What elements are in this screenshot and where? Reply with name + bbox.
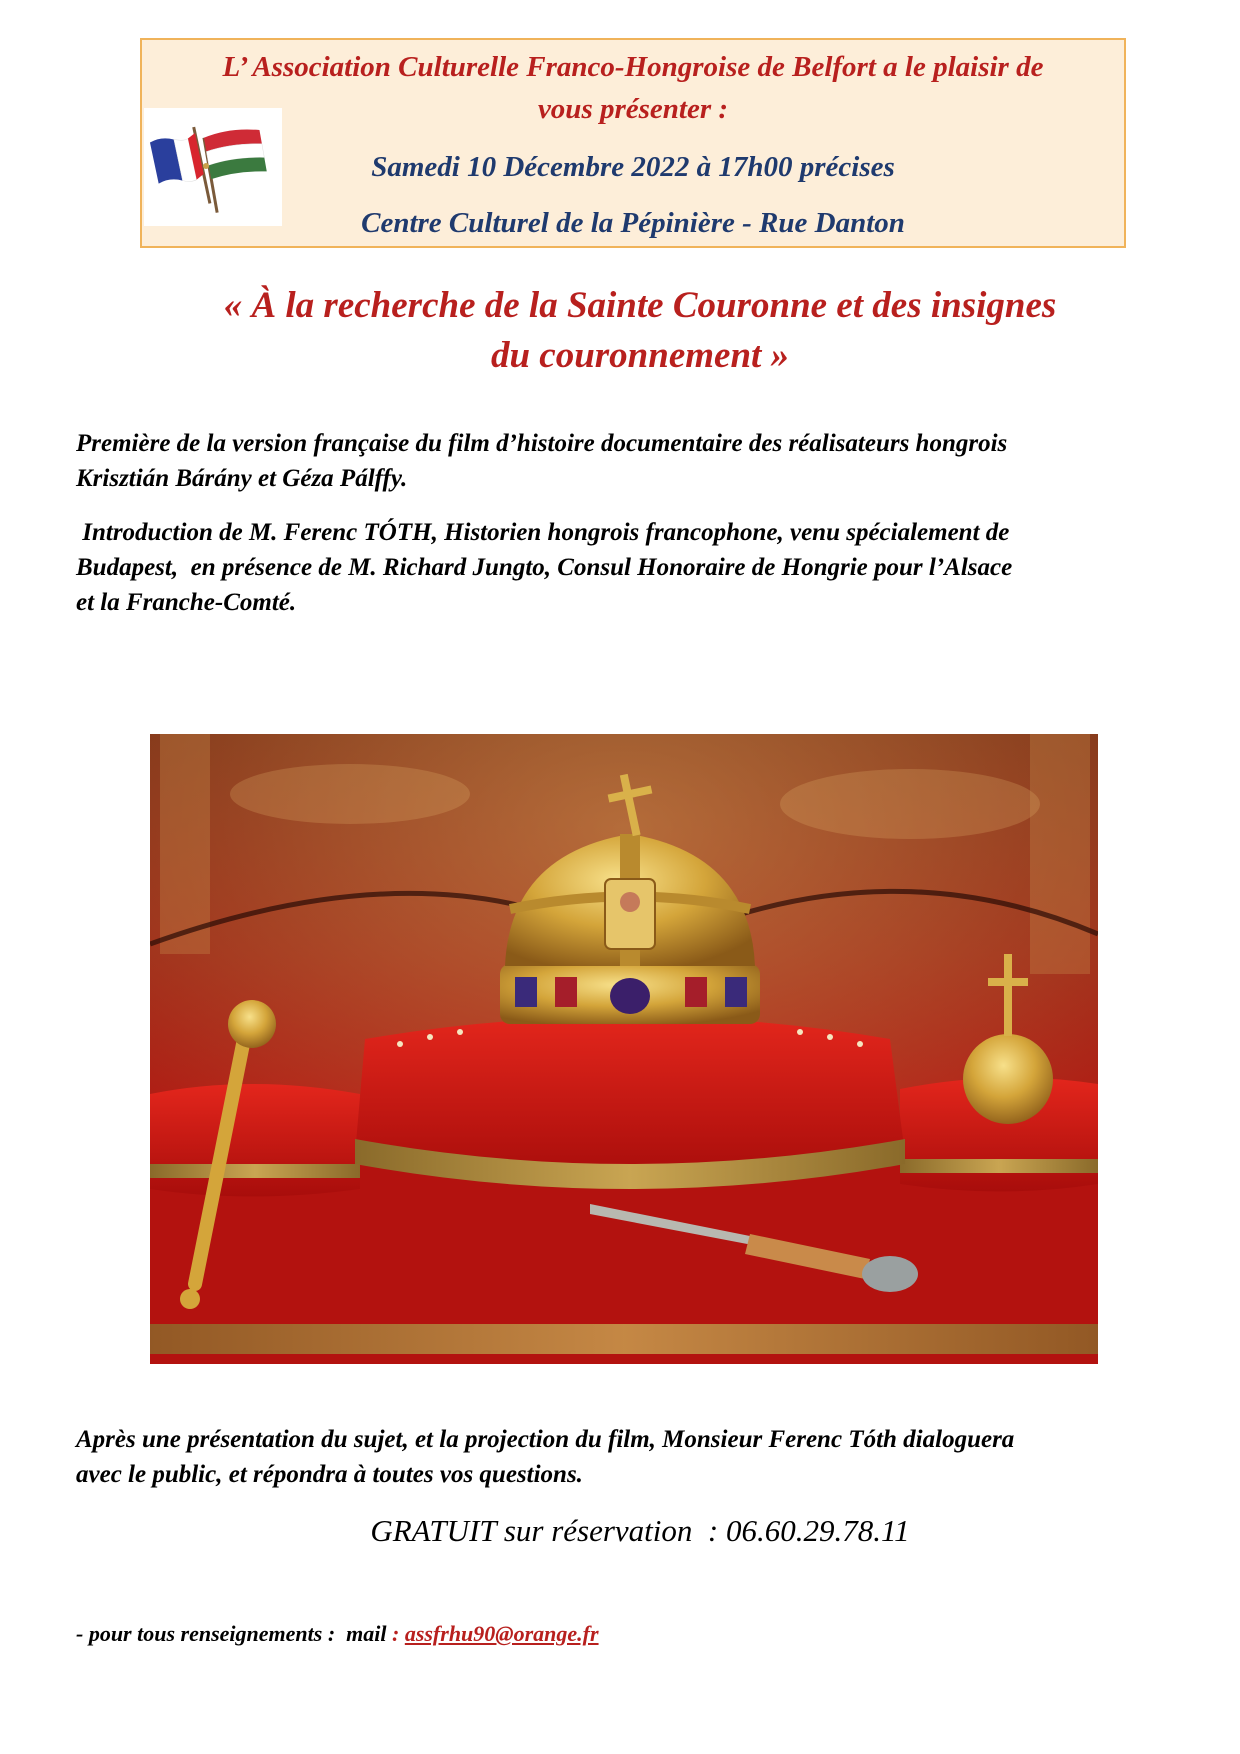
dialogue-paragraph-line-1: Après une présentation du sujet, et la projection du film, Monsieur Ferenc Tóth dialoguera xyxy=(76,1426,1015,1453)
film-title-line-1: « À la recherche de la Sainte Couronne et des insignes xyxy=(223,285,1057,326)
email-link[interactable]: assfrhu90@orange.fr xyxy=(404,1621,599,1646)
presenter-paragraph-line-3: et la Franche-Comté. xyxy=(76,589,297,616)
holy-crown-regalia-photo xyxy=(150,734,1098,1364)
event-venue: Centre Culturel de la Pépinière - Rue Danton xyxy=(361,207,905,239)
dialogue-paragraph-line-2: avec le public, et répondra à toutes vos questions. xyxy=(76,1461,583,1488)
france-hungary-flags-icon xyxy=(144,108,282,226)
contact-line xyxy=(76,1620,599,1648)
intro-paragraph-line-2: Krisztián Bárány et Géza Pálffy. xyxy=(76,465,408,492)
contact-colon: : xyxy=(391,1621,405,1646)
reservation-line: GRATUIT sur réservation : 06.60.29.78.11 xyxy=(370,1513,910,1548)
event-date: Samedi 10 Décembre 2022 à 17h00 précises xyxy=(371,151,895,183)
association-line-1: L’ Association Culturelle Franco-Hongroise de Belfort a le plaisir de xyxy=(222,51,1044,83)
association-line-2: vous présenter : xyxy=(537,93,729,125)
presenter-paragraph-line-2: Budapest, en présence de M. Richard Jungto, Consul Honoraire de Hongrie pour l’Alsace xyxy=(76,554,1013,581)
film-title-line-2: du couronnement » xyxy=(490,335,790,376)
contact-prefix: - pour tous renseignements : mail xyxy=(76,1621,392,1646)
presenter-paragraph-line-1: Introduction de M. Ferenc TÓTH, Historien hongrois francophone, venu spécialement de xyxy=(76,519,1010,546)
intro-paragraph-line-1: Première de la version française du film d’histoire documentaire des réalisateurs hongrois xyxy=(76,430,1008,457)
